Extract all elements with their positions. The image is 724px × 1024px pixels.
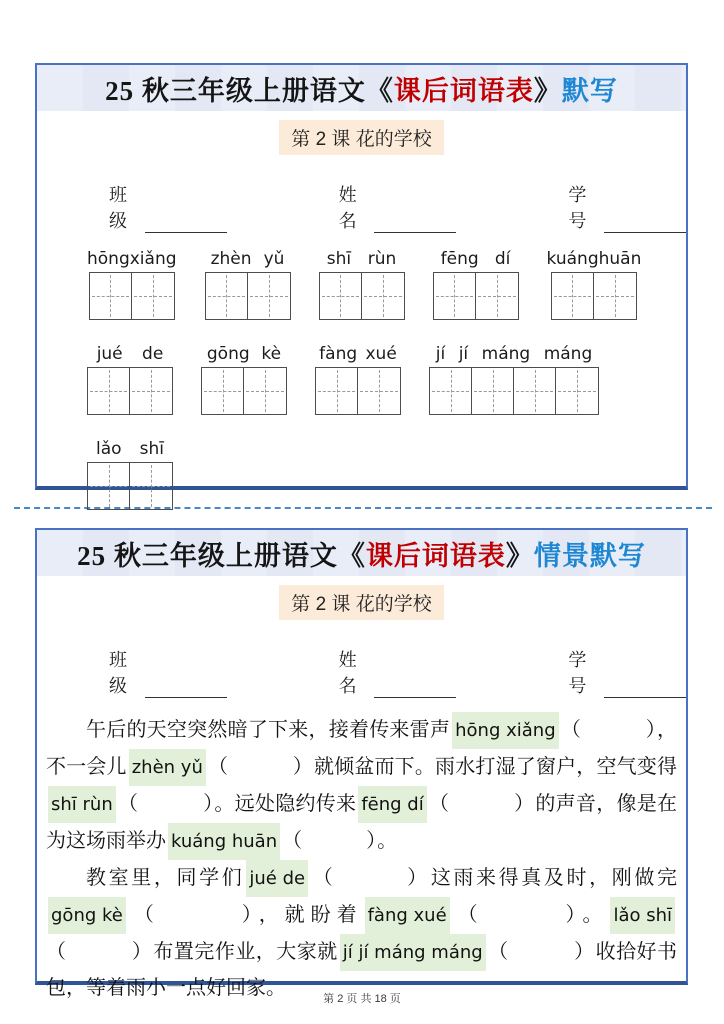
grid-cell xyxy=(132,273,174,319)
pinyin-syllable: zhèn xyxy=(210,249,252,269)
info-field xyxy=(568,181,686,233)
pinyin-syllable: rùn xyxy=(367,249,397,269)
field-blank-line xyxy=(145,213,227,233)
pinyin-label xyxy=(87,249,177,269)
paragraph-text: 的声音，像是在为这场雨举办 xyxy=(46,793,678,852)
pinyin-label xyxy=(433,249,519,269)
grid-cell xyxy=(248,273,290,319)
title-tail: 情景默写 xyxy=(533,540,646,571)
grid-cell xyxy=(202,368,244,414)
pinyin-syllable: máng xyxy=(543,344,593,364)
pinyin-syllable: kuáng xyxy=(546,249,599,269)
writing-grid xyxy=(89,272,175,320)
lesson-subtitle: 第 2 课 花的学校 xyxy=(279,585,443,620)
pinyin-syllable: de xyxy=(142,344,164,364)
word-group-row xyxy=(87,344,686,415)
word-group xyxy=(87,249,177,320)
title-tail: 默写 xyxy=(561,75,618,106)
word-grid-rows xyxy=(87,249,686,510)
paragraph-text: 。 xyxy=(377,830,398,852)
paragraph-text: 。 xyxy=(582,904,609,926)
pinyin-syllable: jí xyxy=(435,344,446,364)
grid-cell xyxy=(88,368,130,414)
field-label: 班级 xyxy=(109,185,128,231)
pinyin-syllable: máng xyxy=(481,344,531,364)
paragraph-text: 。远处隐约传来 xyxy=(214,793,357,815)
page-number: 第 2 页 共 18 页 xyxy=(323,993,401,1005)
pinyin-syllable: lǎo xyxy=(96,439,122,459)
field-label: 姓名 xyxy=(338,185,358,231)
paragraph-text: 布置完作业，大家就 xyxy=(153,941,338,963)
pinyin-syllable: jué xyxy=(96,344,123,364)
student-info-fields xyxy=(109,646,686,698)
grid-cell xyxy=(244,368,286,414)
pinyin-syllable: xiǎng xyxy=(129,249,177,269)
word-group xyxy=(205,249,291,320)
pinyin-label xyxy=(429,344,599,364)
grid-cell xyxy=(358,368,400,414)
paragraph-text: 收拾好书包，等着雨小一点好回家。 xyxy=(46,941,678,999)
grid-cell xyxy=(594,273,636,319)
writing-grid xyxy=(87,367,173,415)
word-group xyxy=(319,249,405,320)
grid-cell xyxy=(88,463,130,509)
pinyin-label xyxy=(315,344,401,364)
pinyin-syllable: shī xyxy=(139,439,164,459)
grid-cell xyxy=(130,368,172,414)
pinyin-highlight: lǎo shī xyxy=(610,897,675,934)
pinyin-highlight: jí jí máng máng xyxy=(340,934,486,971)
pinyin-syllable: gōng xyxy=(206,344,250,364)
pinyin-label xyxy=(87,344,173,364)
field-label: 姓名 xyxy=(338,650,358,696)
section1-title xyxy=(37,65,686,111)
grid-cell xyxy=(476,273,518,319)
word-group xyxy=(547,249,642,320)
paragraph-text: ，不一会儿 xyxy=(46,719,678,778)
field-label: 学号 xyxy=(568,650,588,696)
pinyin-highlight: kuáng huān xyxy=(168,823,280,860)
word-group xyxy=(87,344,173,415)
info-field xyxy=(568,646,686,698)
writing-grid xyxy=(315,367,401,415)
paragraph-text: 就倾盆而下。雨水打湿了窗户，空气变得 xyxy=(313,756,678,778)
answer-blank: （ ） xyxy=(127,904,259,926)
pinyin-syllable: hōng xyxy=(87,249,130,269)
grid-cell xyxy=(362,273,404,319)
grid-cell xyxy=(130,463,172,509)
pinyin-syllable: xué xyxy=(365,344,397,364)
paragraph xyxy=(46,860,677,1006)
pinyin-syllable: shī xyxy=(326,249,352,269)
pinyin-highlight: fàng xué xyxy=(365,897,450,934)
answer-blank: （ ） xyxy=(117,793,215,815)
writing-grid xyxy=(87,462,173,510)
info-field xyxy=(339,181,457,233)
grid-cell xyxy=(552,273,594,319)
pinyin-label xyxy=(319,249,405,269)
paragraph-text: 教室里，同学们 xyxy=(86,867,245,889)
title-close-bracket: 》 xyxy=(533,75,562,106)
pinyin-highlight: jué de xyxy=(246,860,308,897)
word-group xyxy=(433,249,519,320)
title-close-bracket: 》 xyxy=(505,540,534,571)
grid-cell xyxy=(434,273,476,319)
pinyin-highlight: fēng dí xyxy=(358,786,426,823)
lesson-subtitle: 第 2 课 花的学校 xyxy=(279,120,443,155)
paragraph-text: 午后的天空突然暗了下来，接着传来雷声 xyxy=(86,719,451,741)
grid-cell xyxy=(320,273,362,319)
word-group xyxy=(87,439,173,510)
writing-grid xyxy=(205,272,291,320)
answer-blank: （ ） xyxy=(428,793,536,815)
writing-grid xyxy=(551,272,637,320)
grid-cell xyxy=(556,368,598,414)
answer-blank: （ ） xyxy=(487,941,596,963)
writing-grid xyxy=(433,272,519,320)
pinyin-label xyxy=(205,249,291,269)
pinyin-syllable: yǔ xyxy=(263,249,285,269)
grid-cell xyxy=(430,368,472,414)
pinyin-syllable: huān xyxy=(598,249,642,269)
word-group-row xyxy=(87,249,686,320)
section2-title xyxy=(37,530,686,576)
title-open-bracket: 《 xyxy=(337,540,366,571)
lesson-subtitle-wrap xyxy=(37,120,686,155)
answer-blank: （ ） xyxy=(46,941,154,963)
word-group xyxy=(315,344,401,415)
pinyin-highlight: zhèn yǔ xyxy=(129,749,206,786)
pinyin-highlight: hōng xiǎng xyxy=(452,712,559,749)
title-book-name: 课后词语表 xyxy=(393,75,534,106)
writing-grid xyxy=(319,272,405,320)
pinyin-label xyxy=(87,439,173,459)
pinyin-label xyxy=(547,249,642,269)
pinyin-syllable: dí xyxy=(494,249,511,269)
title-prefix: 25 秋三年级上册语文 xyxy=(105,75,366,106)
title-book-name: 课后词语表 xyxy=(365,540,506,571)
pinyin-syllable: kè xyxy=(261,344,282,364)
field-blank-line xyxy=(604,213,686,233)
writing-grid xyxy=(429,367,599,415)
student-info-fields xyxy=(109,181,686,233)
answer-blank: （ ） xyxy=(282,830,378,852)
grid-cell xyxy=(90,273,132,319)
dictation-section xyxy=(35,63,688,490)
field-blank-line xyxy=(145,678,227,698)
pinyin-syllable: fàng xyxy=(319,344,358,364)
word-group xyxy=(429,344,599,415)
title-prefix: 25 秋三年级上册语文 xyxy=(77,540,338,571)
fill-in-paragraphs xyxy=(46,712,677,1006)
pinyin-syllable: fēng xyxy=(440,249,479,269)
grid-cell xyxy=(316,368,358,414)
lesson-subtitle-wrap xyxy=(37,585,686,620)
word-group xyxy=(201,344,287,415)
paragraph-text: ，就盼着 xyxy=(258,904,363,926)
word-group-row xyxy=(87,439,686,510)
paragraph-text: 这雨来得真及时，刚做完 xyxy=(430,867,678,889)
info-field xyxy=(109,646,227,698)
grid-cell xyxy=(514,368,556,414)
pinyin-syllable: jí xyxy=(458,344,469,364)
answer-blank: （ ） xyxy=(310,867,431,889)
field-blank-line xyxy=(374,678,456,698)
paragraph xyxy=(46,712,677,860)
grid-cell xyxy=(472,368,514,414)
field-blank-line xyxy=(374,213,456,233)
answer-blank: （ ） xyxy=(451,904,583,926)
grid-cell xyxy=(206,273,248,319)
pinyin-label xyxy=(201,344,287,364)
field-label: 学号 xyxy=(568,185,588,231)
answer-blank: （ ） xyxy=(207,756,314,778)
answer-blank: （ ） xyxy=(560,719,658,741)
field-blank-line xyxy=(604,678,686,698)
field-label: 班级 xyxy=(109,650,128,696)
info-field xyxy=(339,646,457,698)
info-field xyxy=(109,181,227,233)
title-open-bracket: 《 xyxy=(365,75,394,106)
pinyin-highlight: gōng kè xyxy=(48,897,126,934)
pinyin-highlight: shī rùn xyxy=(48,786,116,823)
writing-grid xyxy=(201,367,287,415)
